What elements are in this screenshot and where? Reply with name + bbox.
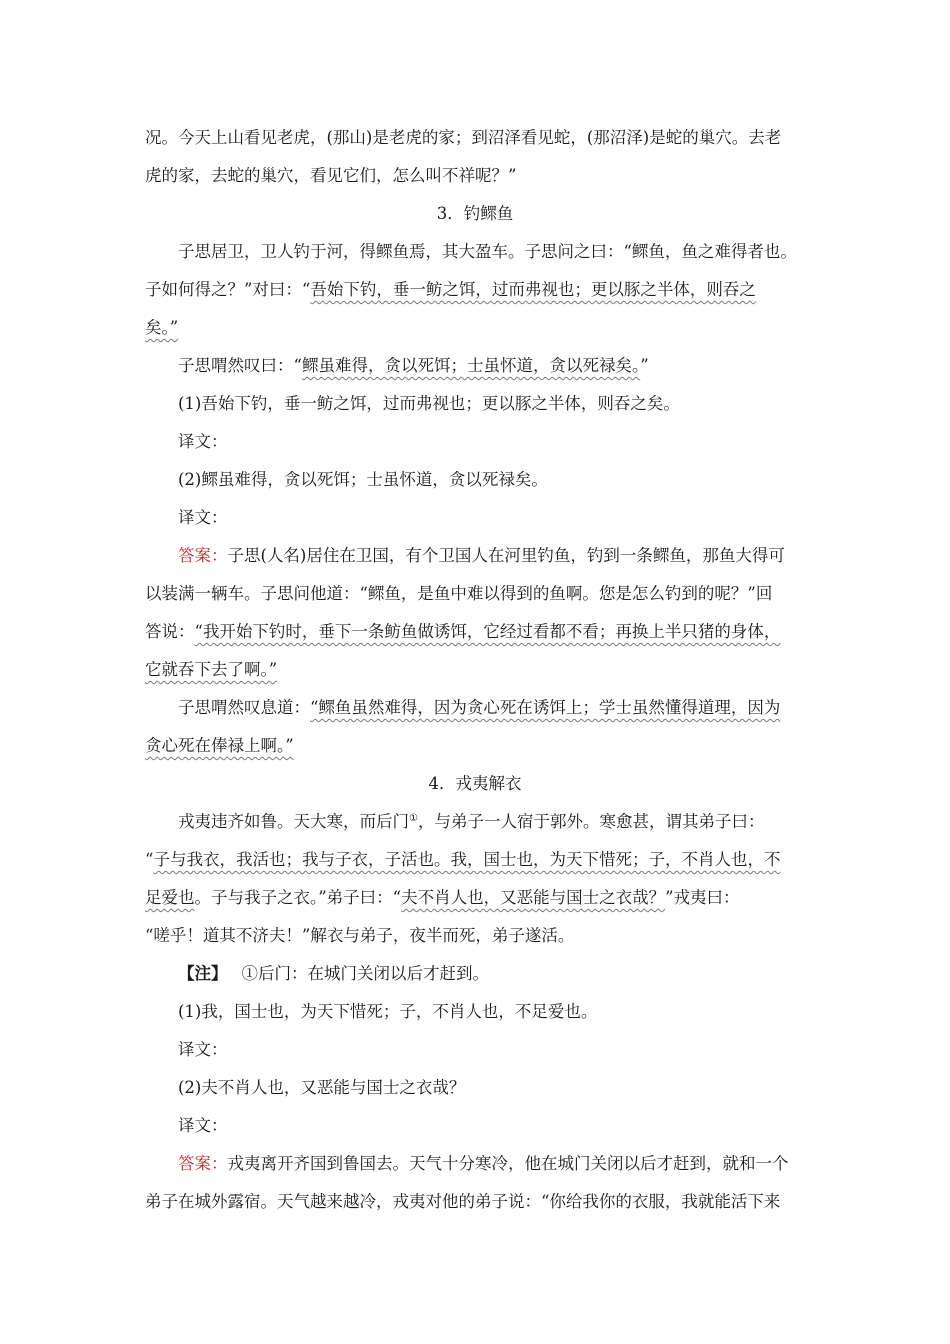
question-item: (2)鳏虽难得，贪以死饵；士虽怀道，贪以死禄矣。 [178,470,548,489]
answer-line [145,659,277,681]
paragraph-line: 子思居卫，卫人钓于河，得鳏鱼焉，其大盈车。子思问之曰：“鳏鱼，鱼之难得者也。 [178,242,797,261]
answer-label: 答案： [178,546,228,565]
section-title: 3．钓鳏鱼 [436,204,514,223]
paragraph-line: 子如何得之？”对曰：“吾始下钓，垂一鲂之饵，过而弗视也；更以豚之半体，则吞之 [145,280,756,299]
question-item: (2)夫不肖人也，又恶能与国士之衣哉？ [178,1078,466,1097]
answer-line: 弟子在城外露宿。天气越来越冷，戎夷对他的弟子说：“你给我你的衣服，我就能活下来 [145,1192,781,1211]
paragraph-line: 足爱也。子与我子之衣。”弟子曰：“夫不肖人也，又恶能与国士之衣哉？”戎夷曰： [145,888,740,907]
paragraph-line: 虎的家，去蛇的巢穴，看见它们，怎么叫不祥呢？” [145,166,517,185]
paragraph-line: “子与我衣，我活也；我与子衣，子活也。我，国士也，为天下惜死；子，不肖人也，不 [145,850,781,869]
underlined-phrase: 足爱也 [145,888,195,907]
answer-line [145,735,294,757]
underlined-phrase: “我开始下钓时，垂下一条鲂鱼做诱饵，它经过看都不看；再换上半只猪的身体， [194,622,781,641]
paragraph-line: 子思喟然叹曰：“鳏虽难得，贪以死饵；士虽怀道，贪以死禄矣。” [178,356,649,375]
underlined-phrase: “鳏鱼虽然难得，因为贪心死在诱饵上；学士虽然懂得道理，因为 [310,698,781,717]
underlined-phrase: 子与我衣，我活也；我与子衣，子活也。我，国士也，为天下惜死；子，不肖人也，不 [153,850,781,869]
underlined-phrase: 贪心死在俸禄上啊。” [145,736,294,755]
translation-label: 译文： [178,1116,228,1135]
note-label: 【注】 [178,964,228,983]
answer-line: 以装满一辆车。子思问他道：“鳏鱼，是鱼中难以得到的鱼啊。您是怎么钓到的呢？”回 [145,584,773,603]
paragraph-line: “嗟乎！道其不济夫！”解衣与弟子，夜半而死，弟子遂活。 [145,926,575,945]
answer-line: 答案：子思(人名)居住在卫国，有个卫国人在河里钓鱼，钓到一条鳏鱼，那鱼大得可 [178,546,785,565]
section-title: 4．戎夷解衣 [428,774,522,793]
paragraph-line: 戎夷违齐如鲁。天大寒，而后门①，与弟子一人宿于郭外。寒愈甚，谓其弟子曰： [178,812,765,831]
underlined-phrase: 它就吞下去了啊。” [145,660,278,679]
underlined-phrase: 夫不肖人也，又恶能与国士之衣哉？ [401,888,666,907]
paragraph-line [145,317,178,339]
underlined-phrase: 吾始下钓，垂一鲂之饵，过而弗视也；更以豚之半体，则吞之 [310,280,756,299]
footnote: 【注】 ①后门：在城门关闭以后才赶到。 [178,964,489,983]
answer-line: 答说：“我开始下钓时，垂下一条鲂鱼做诱饵，它经过看都不看；再换上半只猪的身体， [145,622,781,641]
translation-label: 译文： [178,508,228,527]
answer-line: 子思喟然叹息道：“鳏鱼虽然难得，因为贪心死在诱饵上；学士虽然懂得道理，因为 [178,698,781,717]
question-item: (1)我，国士也，为天下惜死；子，不肖人也，不足爱也。 [178,1002,598,1021]
paragraph-line: 况。今天上山看见老虎，(那山)是老虎的家；到沼泽看见蛇，(那沼泽)是蛇的巢穴。去老 [145,128,782,147]
underlined-phrase: 矣。” [145,318,179,337]
translation-label: 译文： [178,432,228,451]
answer-label: 答案： [178,1154,228,1173]
underlined-phrase: 鳏虽难得，贪以死饵；士虽怀道，贪以死禄矣。 [301,356,641,375]
answer-line: 答案：戎夷离开齐国到鲁国去。天气十分寒冷，他在城门关闭以后才赶到，就和一个 [178,1154,789,1173]
translation-label: 译文： [178,1040,228,1059]
footnote-marker: ① [409,813,418,824]
question-item: (1)吾始下钓，垂一鲂之饵，过而弗视也；更以豚之半体，则吞之矣。 [178,394,680,413]
